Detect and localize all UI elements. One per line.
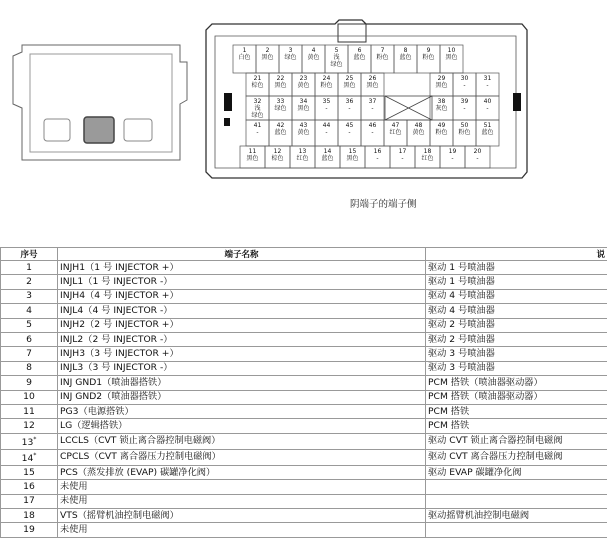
pin-number: 22 bbox=[276, 75, 285, 82]
pin-number: 24 bbox=[322, 75, 331, 82]
table-header-row bbox=[1, 248, 607, 261]
row-number-text: 8 bbox=[26, 362, 32, 374]
pin-wire-color: - bbox=[463, 105, 466, 112]
row-number-text: 1 bbox=[26, 261, 32, 273]
table-row bbox=[1, 347, 607, 361]
terminal-description bbox=[426, 494, 607, 508]
pin-number: 23 bbox=[299, 75, 308, 82]
row-number-text: 13 bbox=[21, 436, 34, 448]
table-row bbox=[1, 494, 607, 508]
row-number-text: 2 bbox=[26, 276, 32, 288]
pin-wire-color: 黑色 bbox=[343, 82, 356, 89]
terminal-name: INJH4（4 号 INJECTOR +） bbox=[58, 289, 426, 303]
pin-wire-color: - bbox=[451, 155, 454, 162]
table-row bbox=[1, 508, 607, 522]
pin-wire-color: - bbox=[401, 155, 404, 162]
pin-label-5 bbox=[325, 47, 348, 68]
pin-wire-color: 蓝色 bbox=[274, 129, 287, 136]
pin-number: 42 bbox=[276, 122, 285, 129]
latch-right bbox=[513, 93, 521, 111]
pin-label-20 bbox=[465, 148, 490, 162]
pin-wire-color: 红色 bbox=[421, 155, 434, 162]
pin-wire-color: 粉色 bbox=[458, 129, 471, 136]
pin-wire-color: 黑色 bbox=[445, 54, 458, 61]
terminal-name: INJH3（3 号 INJECTOR +） bbox=[58, 347, 426, 361]
pin-label-44 bbox=[315, 122, 338, 136]
row-number-text: 14 bbox=[21, 452, 34, 464]
row-number bbox=[1, 390, 58, 404]
pin-wire-color: 红色 bbox=[389, 129, 402, 136]
terminal-name: INJL4（4 号 INJECTOR -） bbox=[58, 304, 426, 318]
pin-label-25 bbox=[338, 75, 361, 89]
row-number bbox=[1, 289, 58, 303]
pin-number: 5 bbox=[334, 47, 339, 54]
pin-label-42 bbox=[269, 122, 292, 136]
pin-number: 20 bbox=[473, 148, 482, 155]
pin-label-51 bbox=[476, 122, 499, 136]
row-number-text: 11 bbox=[23, 405, 35, 417]
pin-label-19 bbox=[440, 148, 465, 162]
terminal-name: INJ GND2（喷油器搭铁） bbox=[58, 390, 426, 404]
pin-label-21 bbox=[246, 75, 269, 89]
table-row bbox=[1, 523, 607, 537]
latch-left bbox=[224, 93, 232, 111]
pin-number: 14 bbox=[323, 148, 332, 155]
pin-number: 1 bbox=[242, 47, 247, 54]
table-row bbox=[1, 361, 607, 375]
terminal-name: INJL2（2 号 INJECTOR -） bbox=[58, 332, 426, 346]
pin-label-17 bbox=[390, 148, 415, 162]
table-row bbox=[1, 261, 607, 275]
pin-wire-color: 粉色 bbox=[435, 129, 448, 136]
pin-label-8 bbox=[394, 47, 417, 61]
pin-wire-color: 黑色 bbox=[297, 105, 310, 112]
pin-number: 46 bbox=[368, 122, 377, 129]
row-number-text: 3 bbox=[26, 290, 32, 302]
pin-number: 8 bbox=[403, 47, 408, 54]
terminal-description: PCM 搭铁（喷油器驱动器） bbox=[426, 390, 607, 404]
terminal-name: INJL1（1 号 INJECTOR -） bbox=[58, 275, 426, 289]
row-number bbox=[1, 275, 58, 289]
pin-label-38 bbox=[430, 98, 453, 112]
pin-label-47 bbox=[384, 122, 407, 136]
pin-label-45 bbox=[338, 122, 361, 136]
pin-wire-color: 红色 bbox=[296, 155, 309, 162]
terminal-description: 驱动 CVT 锁止离合器控制电磁阀 bbox=[426, 433, 607, 449]
pin-wire-color: 浅 绿色 bbox=[251, 105, 264, 119]
pin-wire-color: 粉色 bbox=[376, 54, 389, 61]
pin-wire-color: - bbox=[476, 155, 479, 162]
header-terminal-name: 端子名称 bbox=[58, 248, 426, 261]
pin-number: 3 bbox=[288, 47, 293, 54]
pin-number: 41 bbox=[253, 122, 262, 129]
pin-wire-color: - bbox=[325, 129, 328, 136]
pin-number: 30 bbox=[460, 75, 469, 82]
terminal-name: 未使用 bbox=[58, 523, 426, 537]
pin-label-37 bbox=[361, 98, 384, 112]
pin-number: 21 bbox=[253, 75, 262, 82]
pin-label-16 bbox=[365, 148, 390, 162]
pin-label-15 bbox=[340, 148, 365, 162]
pin-wire-color: 黄色 bbox=[412, 129, 425, 136]
row-number bbox=[1, 480, 58, 494]
table-row bbox=[1, 304, 607, 318]
pin-number: 34 bbox=[299, 98, 308, 105]
pin-number: 33 bbox=[276, 98, 285, 105]
row-number bbox=[1, 449, 58, 465]
terminal-description: 驱动 4 号喷油器 bbox=[426, 289, 607, 303]
pin-label-22 bbox=[269, 75, 292, 89]
pin-wire-color: 粉色 bbox=[320, 82, 333, 89]
terminal-description: 驱动 3 号喷油器 bbox=[426, 347, 607, 361]
terminal-description: PCM 搭铁 bbox=[426, 419, 607, 433]
pin-label-3 bbox=[279, 47, 302, 61]
row-number-text: 4 bbox=[26, 304, 32, 316]
pin-wire-color: 黑色 bbox=[274, 82, 287, 89]
pin-wire-color: - bbox=[325, 105, 328, 112]
pin-label-31 bbox=[476, 75, 499, 89]
pin-wire-color: 黄色 bbox=[307, 54, 320, 61]
row-number bbox=[1, 523, 58, 537]
blank-region-mark bbox=[385, 96, 432, 120]
pin-number: 10 bbox=[447, 47, 456, 54]
pin-number: 19 bbox=[448, 148, 457, 155]
terminal-name: 未使用 bbox=[58, 480, 426, 494]
table-row bbox=[1, 419, 607, 433]
pin-label-33 bbox=[269, 98, 292, 112]
pin-number: 7 bbox=[380, 47, 385, 54]
pin-label-7 bbox=[371, 47, 394, 61]
row-number-text: 5 bbox=[26, 319, 32, 331]
pin-number: 31 bbox=[483, 75, 492, 82]
pin-number: 37 bbox=[368, 98, 377, 105]
pin-number: 12 bbox=[273, 148, 282, 155]
terminal-table bbox=[0, 247, 607, 538]
pin-wire-color: 棕色 bbox=[271, 155, 284, 162]
table-row bbox=[1, 289, 607, 303]
pin-label-29 bbox=[430, 75, 453, 89]
pin-wire-color: - bbox=[371, 105, 374, 112]
pin-label-23 bbox=[292, 75, 315, 89]
terminal-name: PG3（电源搭铁） bbox=[58, 404, 426, 418]
pin-wire-color: 白色 bbox=[238, 54, 251, 61]
pin-wire-color: - bbox=[348, 105, 351, 112]
pin-number: 25 bbox=[345, 75, 354, 82]
pin-number: 2 bbox=[265, 47, 270, 54]
row-number-text: 17 bbox=[23, 495, 35, 507]
row-number-text: 16 bbox=[23, 480, 35, 492]
pin-label-12 bbox=[265, 148, 290, 162]
pin-label-18 bbox=[415, 148, 440, 162]
pin-number: 40 bbox=[483, 98, 492, 105]
pin-number: 38 bbox=[437, 98, 446, 105]
pin-number: 13 bbox=[298, 148, 307, 155]
table-row bbox=[1, 480, 607, 494]
terminal-name: INJ GND1（喷油器搭铁） bbox=[58, 376, 426, 390]
pin-label-41 bbox=[246, 122, 269, 136]
row-number bbox=[1, 419, 58, 433]
pin-wire-color: - bbox=[486, 82, 489, 89]
row-number bbox=[1, 508, 58, 522]
connector-diagram bbox=[0, 0, 607, 245]
table-row bbox=[1, 449, 607, 465]
pin-number: 32 bbox=[253, 98, 262, 105]
pin-number: 45 bbox=[345, 122, 354, 129]
pin-number: 18 bbox=[423, 148, 432, 155]
row-number-text: 19 bbox=[23, 524, 35, 536]
terminal-description: 驱动 4 号喷油器 bbox=[426, 304, 607, 318]
row-number-text: 9 bbox=[26, 376, 32, 388]
terminal-description: 驱动 CVT 离合器压力控制电磁阀 bbox=[426, 449, 607, 465]
pin-wire-color: 蓝色 bbox=[321, 155, 334, 162]
terminal-name: INJL3（3 号 INJECTOR -） bbox=[58, 361, 426, 375]
pin-number: 43 bbox=[299, 122, 308, 129]
pin-wire-color: - bbox=[463, 82, 466, 89]
row-number bbox=[1, 347, 58, 361]
pin-label-48 bbox=[407, 122, 430, 136]
terminal-description: PCM 搭铁 bbox=[426, 404, 607, 418]
pin-label-2 bbox=[256, 47, 279, 61]
pin-label-43 bbox=[292, 122, 315, 136]
pin-wire-color: 蓝色 bbox=[353, 54, 366, 61]
terminal-name: LG（逻辑搭铁） bbox=[58, 419, 426, 433]
pin-wire-color: 绿色 bbox=[284, 54, 297, 61]
table-row bbox=[1, 332, 607, 346]
pin-number: 15 bbox=[348, 148, 357, 155]
pin-label-40 bbox=[476, 98, 499, 112]
terminal-description: 驱动 2 号喷油器 bbox=[426, 332, 607, 346]
pin-wire-color: 黄色 bbox=[297, 82, 310, 89]
pin-number: 36 bbox=[345, 98, 354, 105]
row-number bbox=[1, 433, 58, 449]
pin-wire-color: 粉色 bbox=[422, 54, 435, 61]
pin-number: 51 bbox=[483, 122, 492, 129]
pin-label-26 bbox=[361, 75, 384, 89]
terminal-name: PCS（蒸发排放 (EVAP) 碳罐净化阀） bbox=[58, 465, 426, 479]
terminal-name: VTS（摇臂机油控制电磁阀） bbox=[58, 508, 426, 522]
pin-label-13 bbox=[290, 148, 315, 162]
row-number bbox=[1, 332, 58, 346]
pin-number: 39 bbox=[460, 98, 469, 105]
diagram-caption: 阴端子的端子侧 bbox=[350, 199, 417, 210]
row-number-text: 15 bbox=[23, 466, 35, 478]
pin-number: 35 bbox=[322, 98, 331, 105]
pin-wire-color: 蓝色 bbox=[481, 129, 494, 136]
pin-number: 49 bbox=[437, 122, 446, 129]
pin-number: 17 bbox=[398, 148, 407, 155]
pin-number: 44 bbox=[322, 122, 331, 129]
pin-wire-color: 绿色 bbox=[274, 105, 287, 112]
row-number bbox=[1, 318, 58, 332]
pin-number: 48 bbox=[414, 122, 423, 129]
pin-wire-color: 灰色 bbox=[435, 105, 448, 112]
pin-label-50 bbox=[453, 122, 476, 136]
table-row bbox=[1, 433, 607, 449]
pin-number: 6 bbox=[357, 47, 362, 54]
pin-label-49 bbox=[430, 122, 453, 136]
pin-wire-color: - bbox=[486, 105, 489, 112]
pin-number: 4 bbox=[311, 47, 316, 54]
pin-label-10 bbox=[440, 47, 463, 61]
terminal-description: PCM 搭铁（喷油器驱动器） bbox=[426, 376, 607, 390]
pin-wire-color: 黑色 bbox=[435, 82, 448, 89]
pin-label-11 bbox=[240, 148, 265, 162]
pin-label-35 bbox=[315, 98, 338, 112]
terminal-name: INJH1（1 号 INJECTOR +） bbox=[58, 261, 426, 275]
terminal-name: CPCLS（CVT 离合器压力控制电磁阀） bbox=[58, 449, 426, 465]
pin-label-30 bbox=[453, 75, 476, 89]
pin-wire-color: 黑色 bbox=[366, 82, 379, 89]
terminal-name: INJH2（2 号 INJECTOR +） bbox=[58, 318, 426, 332]
row-number-text: 6 bbox=[26, 333, 32, 345]
row-number-text: 10 bbox=[23, 391, 35, 403]
pin-wire-color: 蓝色 bbox=[399, 54, 412, 61]
terminal-description: 驱动 2 号喷油器 bbox=[426, 318, 607, 332]
pin-wire-color: - bbox=[376, 155, 379, 162]
pin-label-9 bbox=[417, 47, 440, 61]
row-number bbox=[1, 376, 58, 390]
pin-number: 9 bbox=[426, 47, 431, 54]
terminal-description: 驱动 1 号喷油器 bbox=[426, 261, 607, 275]
table-row bbox=[1, 376, 607, 390]
pin-number: 29 bbox=[437, 75, 446, 82]
row-number bbox=[1, 304, 58, 318]
terminal-description: 驱动 EVAP 碳罐净化阀 bbox=[426, 465, 607, 479]
pin-number: 16 bbox=[373, 148, 382, 155]
row-number bbox=[1, 494, 58, 508]
pin-label-46 bbox=[361, 122, 384, 136]
pin-label-1 bbox=[233, 47, 256, 61]
pin-label-24 bbox=[315, 75, 338, 89]
pin-label-14 bbox=[315, 148, 340, 162]
row-number bbox=[1, 404, 58, 418]
pin-label-4 bbox=[302, 47, 325, 61]
pin-wire-color: 浅 绿色 bbox=[330, 54, 343, 68]
pin-number: 11 bbox=[248, 148, 257, 155]
terminal-description: 驱动摇臂机油控制电磁阀 bbox=[426, 508, 607, 522]
row-number-text: 18 bbox=[23, 509, 35, 521]
terminal-description: 驱动 3 号喷油器 bbox=[426, 361, 607, 375]
pin-wire-color: - bbox=[371, 129, 374, 136]
terminal-description bbox=[426, 523, 607, 537]
pin-wire-color: 黄色 bbox=[297, 129, 310, 136]
pcm-outline bbox=[13, 45, 187, 160]
row-number bbox=[1, 465, 58, 479]
pin-label-39 bbox=[453, 98, 476, 112]
pin-number: 47 bbox=[391, 122, 400, 129]
pin-label-6 bbox=[348, 47, 371, 61]
footnote-mark: * bbox=[33, 451, 37, 459]
pin-label-34 bbox=[292, 98, 315, 112]
table-row bbox=[1, 318, 607, 332]
table-row bbox=[1, 404, 607, 418]
terminal-name: 未使用 bbox=[58, 494, 426, 508]
table-row bbox=[1, 390, 607, 404]
terminal-description: 驱动 1 号喷油器 bbox=[426, 275, 607, 289]
pin-wire-color: 黑色 bbox=[261, 54, 274, 61]
header-description: 说 bbox=[426, 248, 607, 261]
row-number bbox=[1, 261, 58, 275]
row-number-text: 7 bbox=[26, 348, 32, 360]
pin-wire-color: 棕色 bbox=[251, 82, 264, 89]
header-number: 序号 bbox=[1, 248, 58, 261]
row-number-text: 12 bbox=[23, 419, 35, 431]
pin-wire-color: - bbox=[348, 129, 351, 136]
terminal-name: LCCLS（CVT 锁止离合器控制电磁阀） bbox=[58, 433, 426, 449]
terminal-description bbox=[426, 480, 607, 494]
table-row bbox=[1, 275, 607, 289]
row-number bbox=[1, 361, 58, 375]
pin-wire-color: 黑色 bbox=[246, 155, 259, 162]
pin-number: 50 bbox=[460, 122, 469, 129]
pin-wire-color: - bbox=[256, 129, 259, 136]
pin-label-32 bbox=[246, 98, 269, 119]
table-row bbox=[1, 465, 607, 479]
pin-wire-color: 黑色 bbox=[346, 155, 359, 162]
pin-number: 26 bbox=[368, 75, 377, 82]
pin-label-36 bbox=[338, 98, 361, 112]
footnote-mark: * bbox=[33, 435, 37, 443]
